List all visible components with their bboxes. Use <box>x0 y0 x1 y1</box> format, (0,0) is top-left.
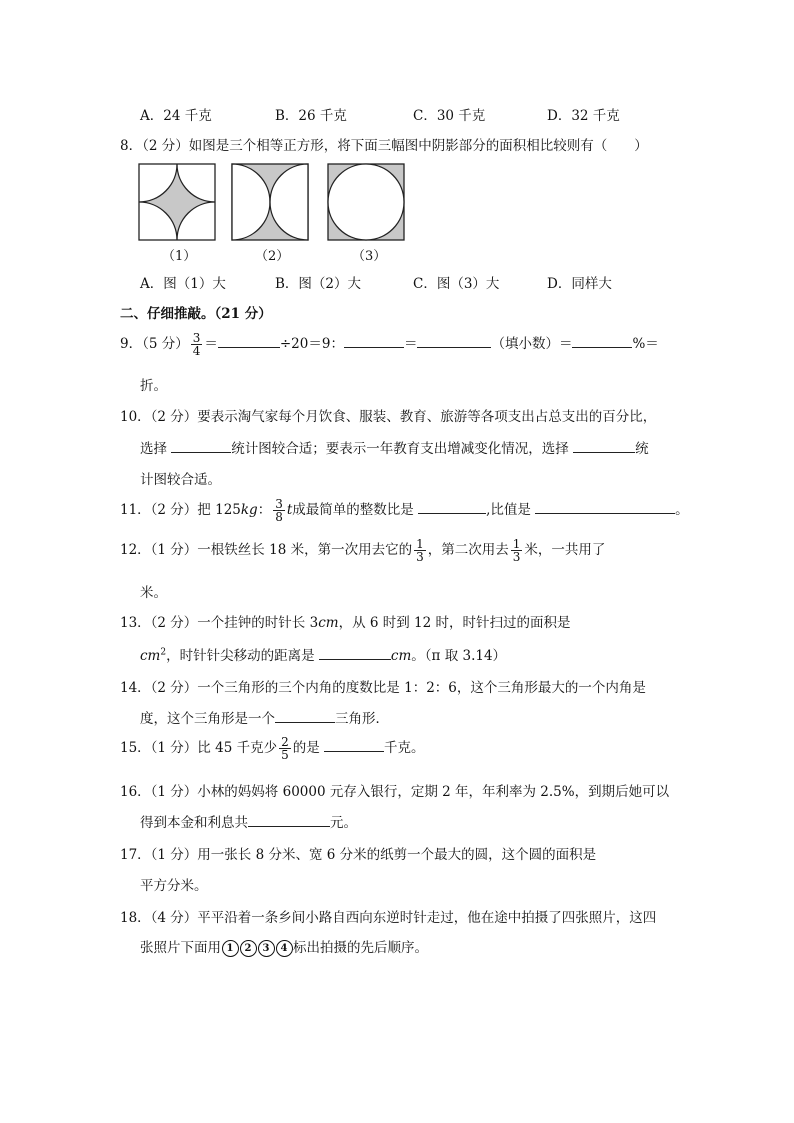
q12-line-2: 米。 <box>140 585 167 601</box>
q8-fig-label-2: （2） <box>255 249 290 264</box>
circled-number-1: 1 <box>222 940 239 957</box>
q11-fraction: $\frac{3}{8}$ <box>275 497 283 524</box>
q8-figure-1 <box>138 163 216 241</box>
q15-fraction: $\frac{2}{5}$ <box>281 735 289 762</box>
q8-figure-3 <box>327 163 405 241</box>
q10-blank-2[interactable] <box>573 438 635 453</box>
q9-blank-4[interactable] <box>572 333 632 348</box>
q12-fraction-2: $\frac{1}{3}$ <box>512 537 521 564</box>
q8-fig-label-3: （3） <box>352 249 387 264</box>
q10-line-1: 10．（2 分）要表示淘气家每个月饮食、服装、教育、旅游等各项支出占总支出的百分比， <box>120 409 657 425</box>
q18-line-2: 张照片下面用 1 2 3 4 标出拍摄的先后顺序。 <box>140 940 428 956</box>
q8-option-a: A．图（1）大 <box>140 276 226 292</box>
q13-line-2: $cm^2$，时针针尖移动的距离是 cm。（π 取 3.14） <box>140 644 506 664</box>
q10-line-3: 计图较合适。 <box>140 472 221 488</box>
q9-blank-1[interactable] <box>218 333 280 348</box>
q11-line: 11．（2 分）把 125kg： $\frac{3}{8}$ t成最简单的整数比是 ,比值是 。 <box>120 497 689 524</box>
q9-line: 9．（5 分） $\frac{3}{4}$ ＝ ÷20＝9： ＝ （填小数）＝ %＝ <box>120 331 659 358</box>
q16-line-2: 得到本金和利息共 元。 <box>140 811 357 831</box>
q13-blank[interactable] <box>319 645 391 660</box>
q8-figure-2 <box>231 163 309 241</box>
q13-line-1: 13．（2 分）一个挂钟的时针长 3cm，从 6 时到 12 时，时针扫过的面积是 <box>120 615 571 631</box>
circled-number-3: 3 <box>258 940 275 957</box>
q9-prefix: 9．（5 分） <box>120 336 189 352</box>
q8-option-c: C．图（3）大 <box>413 276 500 292</box>
q15-line: 15．（1 分）比 45 千克少 $\frac{2}{5}$ 的是 千克。 <box>120 735 425 762</box>
q12-line: 12．（1 分）一根铁丝长 18 米，第一次用去它的 $\frac{1}{3}$ ，第二次用去 $\frac{1}{3}$ 米，一共用了 <box>120 537 606 564</box>
q14-blank[interactable] <box>275 708 335 723</box>
q9-line-2: 折。 <box>140 378 167 394</box>
q15-blank[interactable] <box>324 737 384 752</box>
q17-line-2: 平方分米。 <box>140 878 208 894</box>
q8-option-b: B．图（2）大 <box>275 276 362 292</box>
q8-fig-label-1: （1） <box>162 249 197 264</box>
q7-option-d: D．32 千克 <box>547 108 620 124</box>
circled-number-4: 4 <box>276 940 293 957</box>
q14-line-1: 14．（2 分）一个三角形的三个内角的度数比是 1：2：6，这个三角形最大的一个内角是 <box>120 680 646 696</box>
q8-option-d: D．同样大 <box>547 276 612 292</box>
q7-option-a: A．24 千克 <box>140 108 212 124</box>
q10-blank-1[interactable] <box>171 438 231 453</box>
q7-option-c: C．30 千克 <box>413 108 486 124</box>
circled-number-2: 2 <box>240 940 257 957</box>
q10-line-2: 选择 统计图较合适；要表示一年教育支出增减变化情况，选择 统 <box>140 437 649 457</box>
q11-blank-1[interactable] <box>418 499 486 514</box>
q8-question: 8．（2 分）如图是三个相等正方形，将下面三幅图中阴影部分的面积相比较则有（ ） <box>120 138 648 154</box>
q12-fraction-1: $\frac{1}{3}$ <box>416 537 424 564</box>
q16-line-1: 16．（1 分）小林的妈妈将 60000 元存入银行，定期 2 年，年利率为 2.5%，到期后她可以 <box>120 784 670 800</box>
q7-option-b: B．26 千克 <box>275 108 347 124</box>
q17-line-1: 17．（1 分）用一张长 8 分米、宽 6 分米的纸剪一个最大的圆，这个圆的面积是 <box>120 847 597 863</box>
q9-blank-2[interactable] <box>344 333 404 348</box>
q9-blank-3[interactable] <box>417 333 491 348</box>
section-2-title: 二、仔细推敲。（21 分） <box>120 306 272 322</box>
q11-blank-2[interactable] <box>535 499 675 514</box>
q14-line-2: 度，这个三角形是一个 三角形． <box>140 707 389 727</box>
q18-line-1: 18．（4 分）平平沿着一条乡间小路自西向东逆时针走过，他在途中拍摄了四张照片，这四 <box>120 910 657 926</box>
q16-blank[interactable] <box>248 812 330 827</box>
q9-fraction: $\frac{3}{4}$ <box>192 331 201 358</box>
